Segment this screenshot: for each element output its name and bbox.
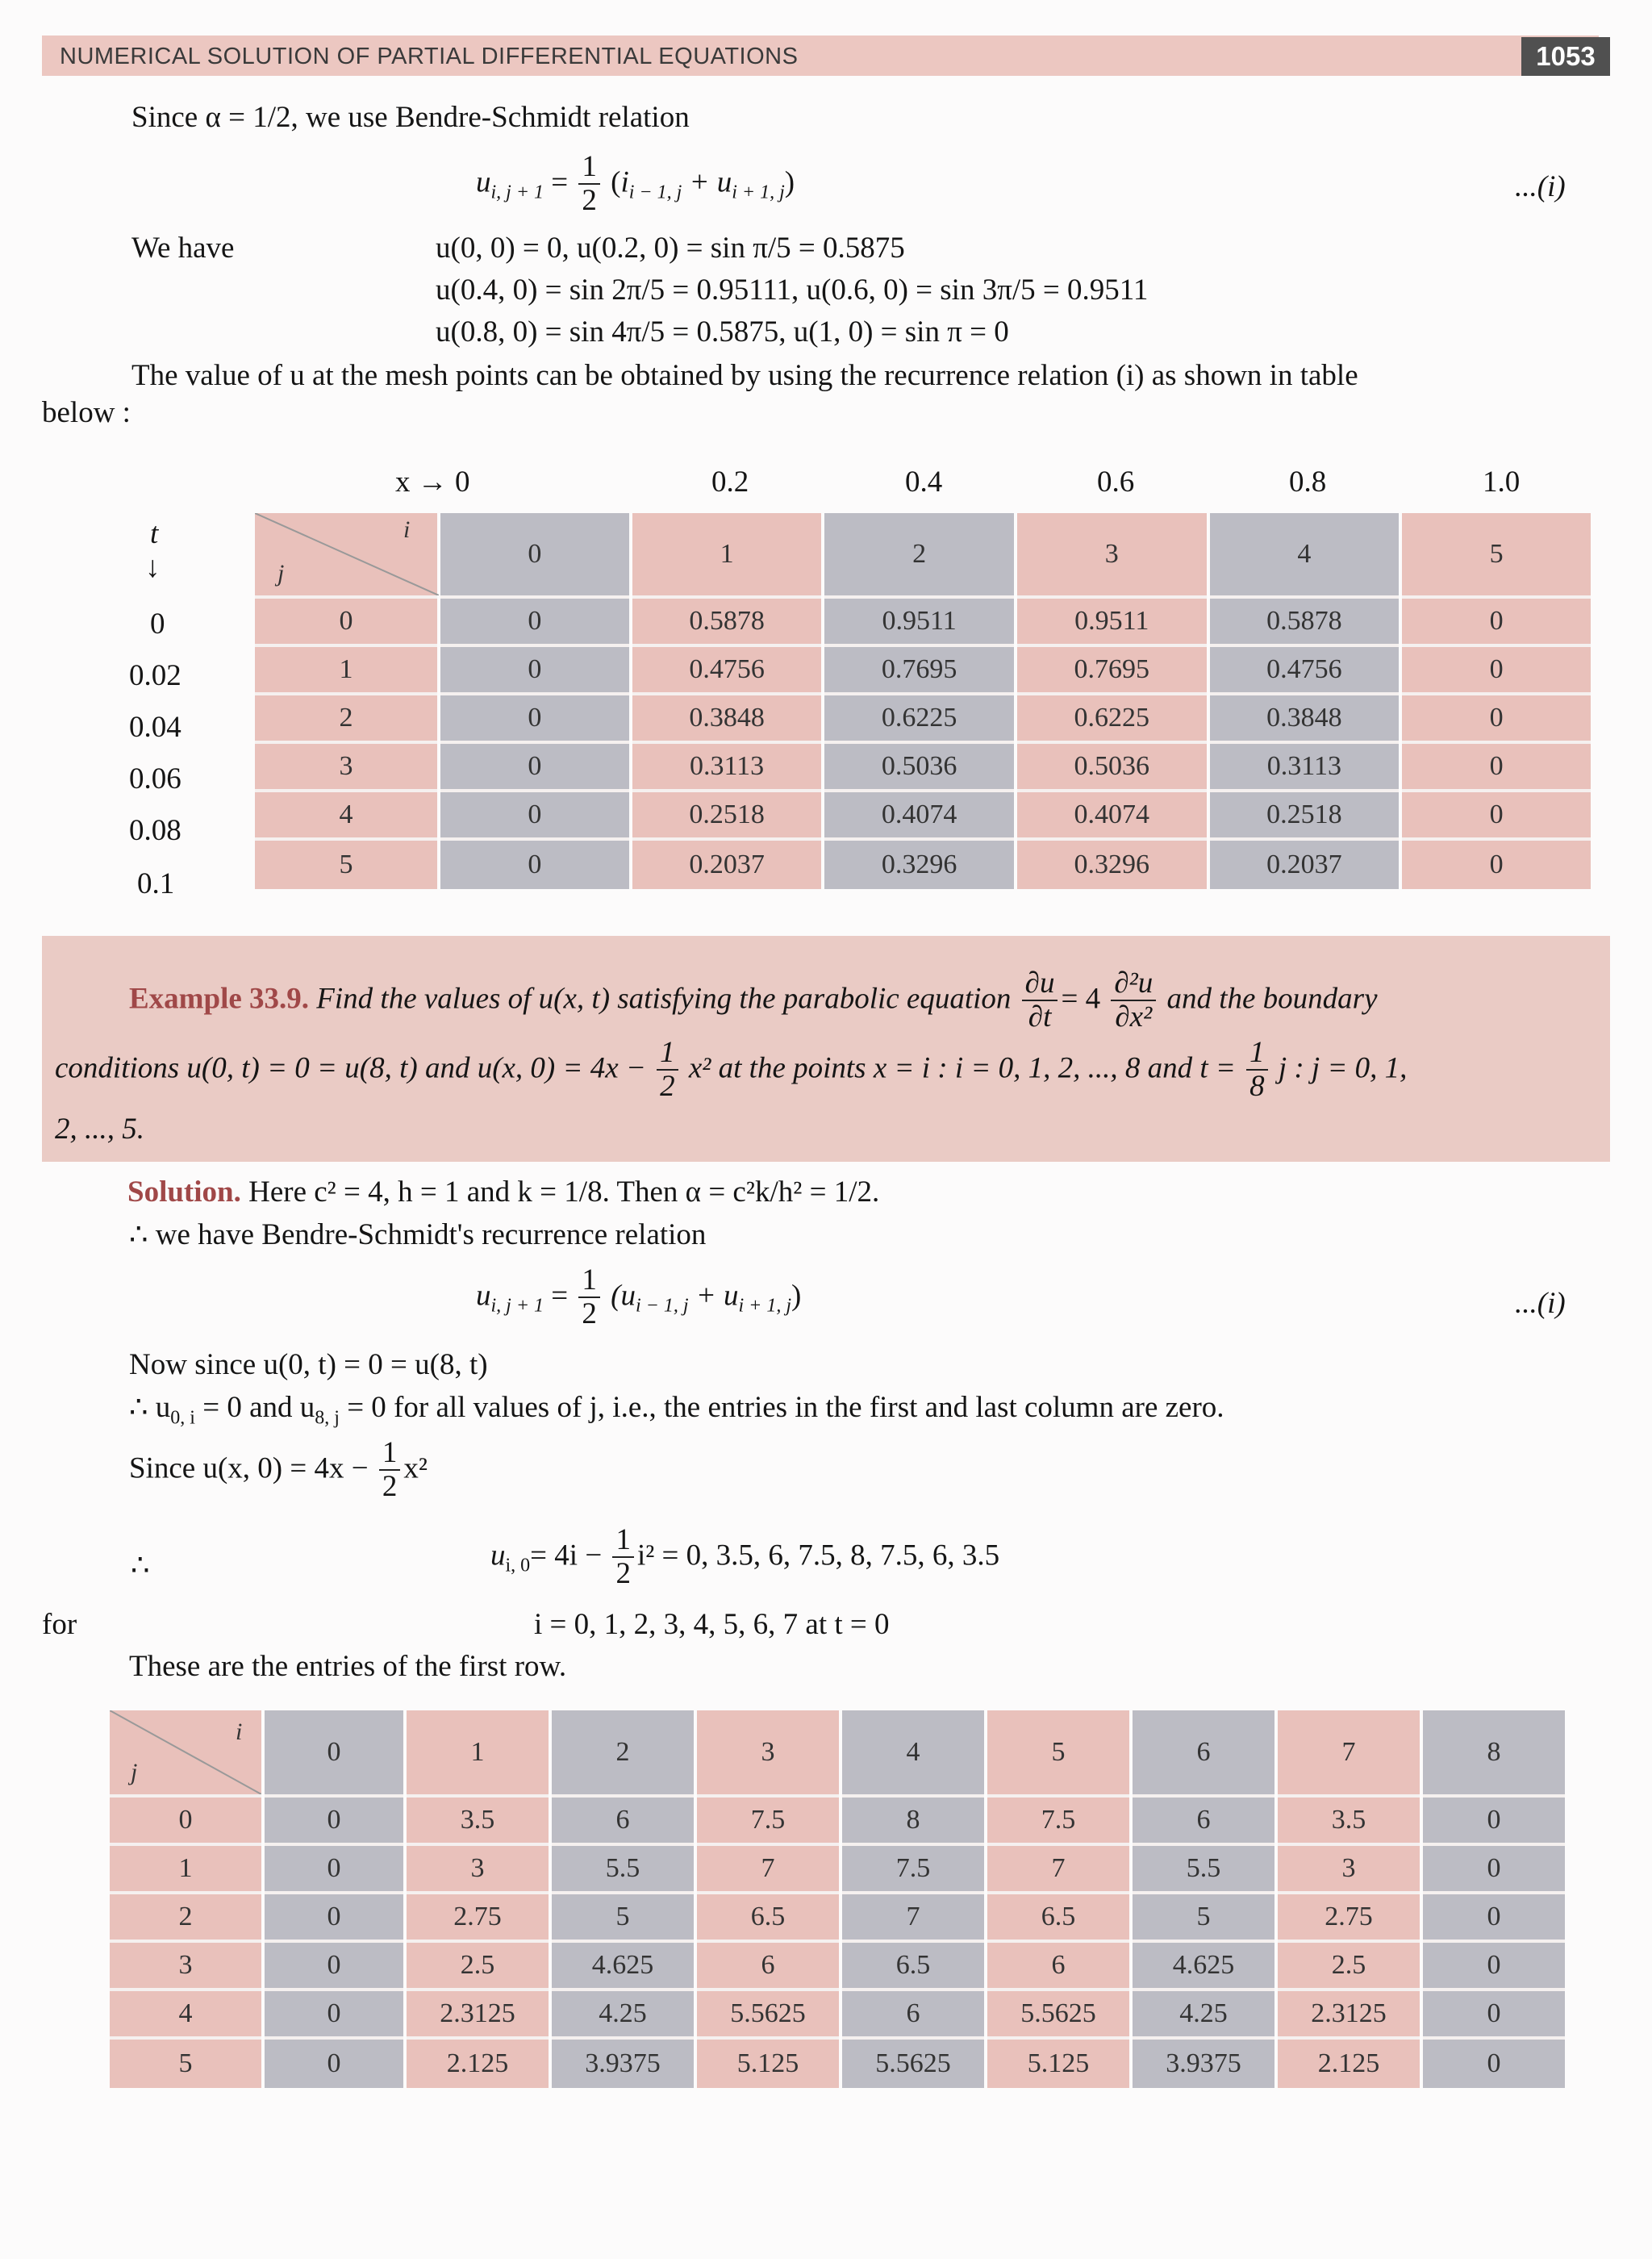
initial-condition-2: u(0.4, 0) = sin 2π/5 = 0.95111, u(0.6, 0) = sin 3π/5 = 0.9511 [436,274,1149,307]
table-row [110,1988,1565,2036]
table-cell: 0 [1402,692,1591,741]
table-cell: 0 [1402,595,1591,644]
example-label: Example 33.9. [129,982,310,1016]
solution-line-6: $u_{i, 0}= 4i$ − $\frac{1}{2}$ i² = 0, 3.5, 6, 7.5, 8, 7.5, 6, 3.5 [490,1523,1000,1590]
table-row [255,789,1591,837]
x-header-2: 0.4 [905,466,943,499]
corner-j-label: j [277,560,285,587]
for-label: for [42,1608,77,1641]
t-value: 0.06 [129,762,181,795]
table-cell: 6.5 [842,1940,984,1988]
col-header: 1 [407,1710,549,1794]
table-cell: 5 [552,1891,694,1940]
corner-i-label: i [403,516,411,543]
table-cell: 5.5 [1133,1843,1274,1891]
t-value: 0.1 [137,867,175,900]
table-cell: 6 [842,1988,984,2036]
table-cell: 7 [987,1843,1129,1891]
x-header-1: 0.2 [711,466,749,499]
t-axis-label: t [150,517,159,550]
table-cell: 0 [265,2036,403,2088]
table-cell: 7.5 [987,1794,1129,1843]
table-cell: 0 [1423,1891,1565,1940]
table-cell: 0 [1402,644,1591,692]
table-cell: 2.75 [1278,1891,1420,1940]
table-cell: 0.5878 [1210,595,1400,644]
x-header-3: 0.6 [1097,466,1135,499]
solution-line-2: ∴ we have Bendre-Schmidt's recurrence relation [129,1218,707,1251]
table-cell: 0.4074 [824,789,1014,837]
table-cell: 0.4074 [1017,789,1207,837]
table-cell: 7.5 [842,1843,984,1891]
table-cell: 0 [265,1940,403,1988]
table-cell: 0 [255,595,437,644]
col-header: 1 [632,513,822,595]
table-cell: 2 [255,692,437,741]
mesh-table-1 [252,513,1594,889]
table-cell: 0 [110,1794,261,1843]
page-number: 1053 [1521,37,1610,76]
table-cell: 0 [440,837,629,889]
t-axis-arrow: ↓ [145,551,161,584]
table-cell: 4.25 [1133,1988,1274,2036]
col-header: 6 [1133,1710,1274,1794]
table-cell: 5.125 [987,2036,1129,2088]
table-cell: 2.3125 [407,1988,549,2036]
table-cell: 4 [110,1988,261,2036]
table-cell: 0 [1423,1794,1565,1843]
solution-line-7: i = 0, 1, 2, 3, 4, 5, 6, 7 at t = 0 [534,1608,890,1641]
table-row [110,1843,1565,1891]
table-cell: 0 [1423,1940,1565,1988]
table-cell: 0.6225 [1017,692,1207,741]
col-header: 5 [987,1710,1129,1794]
table-cell: 6.5 [987,1891,1129,1940]
table-cell: 6.5 [697,1891,839,1940]
initial-condition-1: u(0, 0) = 0, u(0.2, 0) = sin π/5 = 0.5875 [436,232,905,265]
table-cell: 3.9375 [552,2036,694,2088]
table-cell: 0.3113 [1210,741,1400,789]
table-cell: 0 [265,1794,403,1843]
initial-condition-3: u(0.8, 0) = sin 4π/5 = 0.5875, u(1, 0) = sin π = 0 [436,315,1009,349]
corner-j-label: j [131,1759,138,1785]
table-cell: 8 [842,1794,984,1843]
table-cell: 0 [440,692,629,741]
table-cell: 0.4756 [632,644,822,692]
paragraph-line-2: below : [42,396,131,429]
table-cell: 0.7695 [1017,644,1207,692]
table-cell: 4 [255,789,437,837]
table-row [110,1940,1565,1988]
table-cell: 1 [255,644,437,692]
mesh-table-2 [106,1710,1568,2088]
table-row [255,595,1591,644]
table-row [110,1891,1565,1940]
table-cell: 0 [265,1891,403,1940]
table-cell: 2.3125 [1278,1988,1420,2036]
table-cell: 2 [110,1891,261,1940]
col-header: 5 [1402,513,1591,595]
table-cell: 3 [1278,1843,1420,1891]
table-cell: 0 [1423,1988,1565,2036]
col-header: 7 [1278,1710,1420,1794]
table-cell: 7 [697,1843,839,1891]
example-line-1: Example 33.9. Find the values of u(x, t) satisfying the parabolic equation $\frac{\partial u}{\partial t}$ = 4 $\frac{\text{∂²u}}{\text{∂x²}}$ and the boundary [129,967,1378,1033]
equation-tag: ...(i) [1515,170,1566,203]
table-cell: 0.3113 [632,741,822,789]
table-cell: 0.2037 [632,837,822,889]
t-value: 0.04 [129,711,181,744]
table1-corner [255,513,437,595]
table-cell: 0 [440,789,629,837]
table-cell: 3.5 [1278,1794,1420,1843]
col-header: 3 [697,1710,839,1794]
col-header: 2 [552,1710,694,1794]
table-cell: 0 [1402,741,1591,789]
t-value: 0.08 [129,814,181,847]
table-cell: 7 [842,1891,984,1940]
t-value: 0 [150,608,165,641]
col-header: 0 [440,513,629,595]
we-have-label: We have [131,232,235,265]
table-cell: 5.5625 [697,1988,839,2036]
equation-tag: ...(i) [1515,1287,1566,1320]
table-row [110,1794,1565,1843]
x-header-5: 1.0 [1483,466,1521,499]
table-cell: 0.3848 [1210,692,1400,741]
table-row [110,2036,1565,2088]
table-row [255,741,1591,789]
table-cell: 2.125 [1278,2036,1420,2088]
table-cell: 6 [987,1940,1129,1988]
table-cell: 0.5878 [632,595,822,644]
table-cell: 0 [1423,2036,1565,2088]
paragraph-line-1: The value of u at the mesh points can be obtained by using the recurrence relation (i) as shown in table [131,359,1358,392]
table-cell: 2.125 [407,2036,549,2088]
table-cell: 0 [1423,1843,1565,1891]
table-cell: 0 [440,741,629,789]
col-header: 4 [842,1710,984,1794]
table-cell: 5.5 [552,1843,694,1891]
table-cell: 0 [265,1843,403,1891]
example-line-3: 2, ..., 5. [55,1113,144,1146]
table-cell: 5.5625 [842,2036,984,2088]
table-cell: 0.9511 [824,595,1014,644]
table-cell: 0.3296 [824,837,1014,889]
t-value: 0.02 [129,659,181,692]
table-cell: 0.2037 [1210,837,1400,889]
table-cell: 3 [110,1940,261,1988]
table-cell: 2.5 [407,1940,549,1988]
solution-line-8: These are the entries of the first row. [129,1650,567,1683]
table-cell: 0.7695 [824,644,1014,692]
solution-line-3: Now since u(0, t) = 0 = u(8, t) [129,1348,488,1381]
table-cell: 0.2518 [1210,789,1400,837]
col-header: 3 [1017,513,1207,595]
table-cell: 3 [407,1843,549,1891]
col-header: 4 [1210,513,1400,595]
solution-label: Solution. [127,1175,241,1209]
table-cell: 0.3848 [632,692,822,741]
table-cell: 5.5625 [987,1988,1129,2036]
table-cell: 1 [110,1843,261,1891]
therefore-symbol: ∴ [131,1549,150,1582]
col-header: 2 [824,513,1014,595]
table-cell: 0.3296 [1017,837,1207,889]
table-cell: 0 [440,595,629,644]
table-cell: 7.5 [697,1794,839,1843]
solution-line-5: Since u(x, 0) = 4x − $\frac{1}{2}$ x² [129,1436,428,1503]
table-cell: 3.9375 [1133,2036,1274,2088]
corner-i-label: i [236,1718,243,1745]
table-cell: 6 [697,1940,839,1988]
col-header: 0 [265,1710,403,1794]
example-line-2: conditions u(0, t) = 0 = u(8, t) and u(x, 0) = 4x − $\frac{1}{2}$ x² at the points x = i : i = 0, 1, 2, ..., 8 and t = $\frac{1}{8}$ j : j = 0, 1, [55,1036,1408,1103]
intro-line: Since α = 1/2, we use Bendre-Schmidt relation [131,101,690,134]
table-cell: 0 [1402,789,1591,837]
table2-corner [110,1710,261,1794]
table-cell: 5 [110,2036,261,2088]
table-cell: 0.5036 [824,741,1014,789]
col-header: 8 [1423,1710,1565,1794]
table-cell: 0.2518 [632,789,822,837]
table-cell: 4.625 [552,1940,694,1988]
table-cell: 0 [1402,837,1591,889]
table-cell: 0.9511 [1017,595,1207,644]
table-row [255,692,1591,741]
chapter-title: NUMERICAL SOLUTION OF PARTIAL DIFFERENTIAL EQUATIONS [60,44,799,69]
solution-line-4: ∴ $u_{0, i} = 0$ and $u_{8, j} = 0$ for all values of j, i.e., the entries in the first and last column are zero. [129,1391,1224,1429]
table-cell: 4.625 [1133,1940,1274,1988]
table-cell: 5.125 [697,2036,839,2088]
table-cell: 0.5036 [1017,741,1207,789]
table-row [255,644,1591,692]
table-cell: 2.5 [1278,1940,1420,1988]
solution-line-1: Solution. Here c² = 4, h = 1 and k = 1/8. Then α = c²k/h² = 1/2. [127,1175,880,1209]
x-header-4: 0.8 [1289,466,1327,499]
recurrence-equation: $u_{i, j + 1}$ = $\frac{1}{2}$ $(u_{i - 1, j} + u_{i + 1, j})$ [476,1263,802,1330]
x-header-0: x → 0 [395,466,470,499]
bendre-schmidt-equation: $u_{i, j + 1}$ = $\frac{1}{2}$ $(i_{i - 1, j} + u_{i + 1, j})$ [476,150,795,217]
table-cell: 6 [1133,1794,1274,1843]
table-row [255,837,1591,889]
table-cell: 5 [255,837,437,889]
table-cell: 4.25 [552,1988,694,2036]
table-cell: 6 [552,1794,694,1843]
table-cell: 0 [440,644,629,692]
table-cell: 5 [1133,1891,1274,1940]
table-cell: 0.4756 [1210,644,1400,692]
table-cell: 3.5 [407,1794,549,1843]
table-cell: 0.6225 [824,692,1014,741]
table-cell: 3 [255,741,437,789]
table-cell: 0 [265,1988,403,2036]
table-cell: 2.75 [407,1891,549,1940]
